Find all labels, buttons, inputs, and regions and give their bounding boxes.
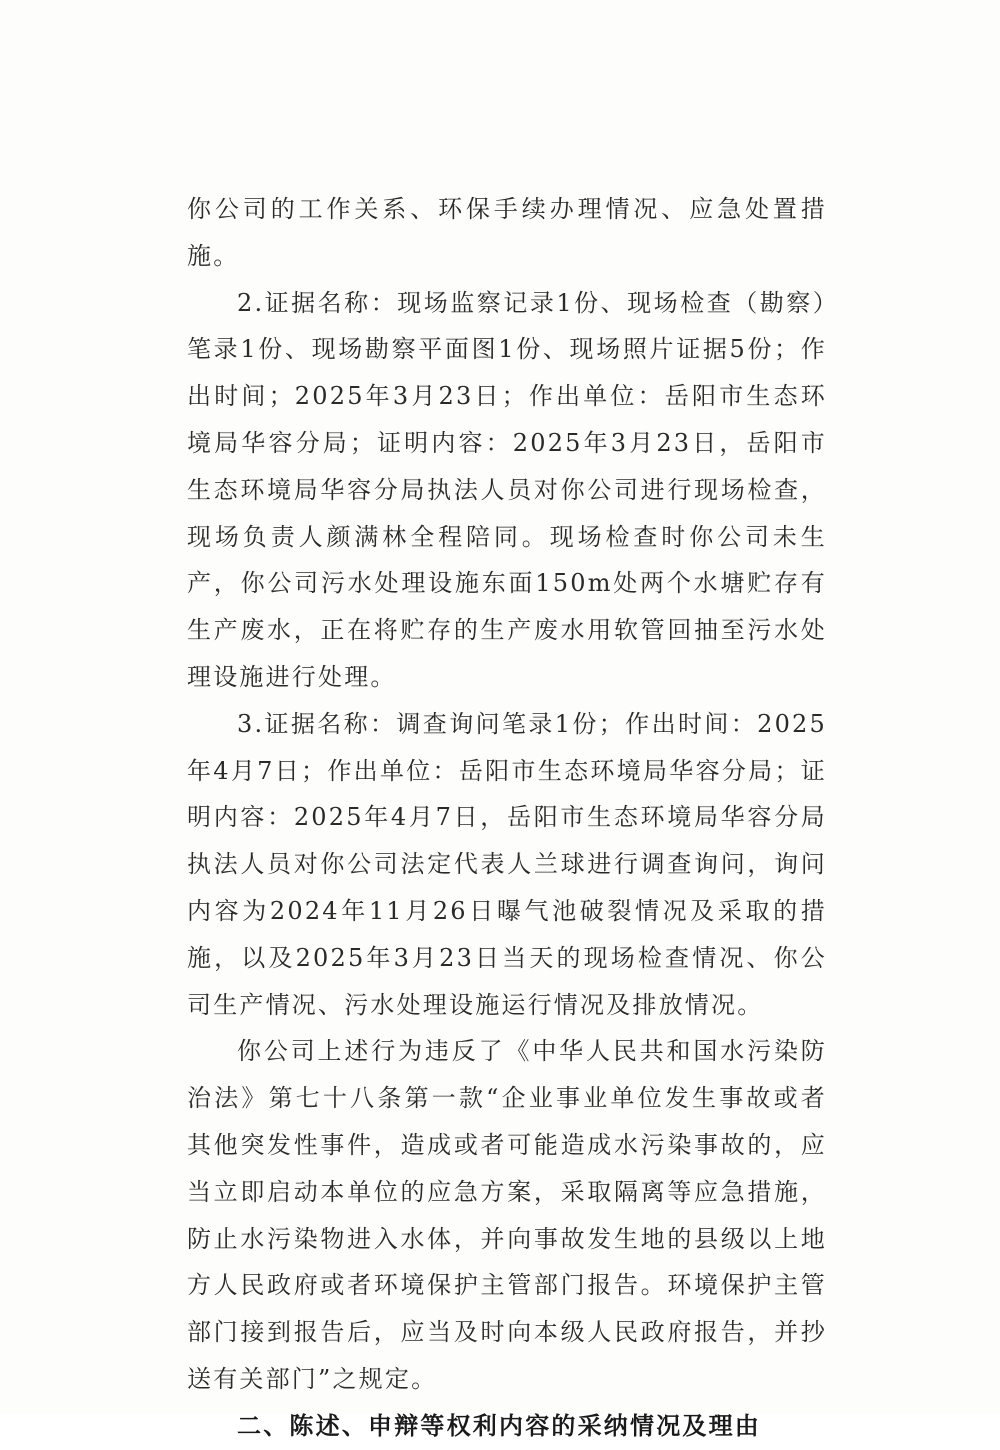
paragraph-violation: 你公司上述行为违反了《中华人民共和国水污染防治法》第七十八条第一款“企业事业单位发生事故或者其他突发性事件，造成或者可能造成水污染事故的，应当立即启动本单位的应急方案，采取隔离等应急措施，防止水污染物进入水体，并向事故发生地的县级以上地方人民政府或者环境保护主管部门报告。环境保护主管部门接到报告后，应当及时向本级人民政府报告，并抄送有关部门”之规定。 [187,1037,827,1393]
paragraph-continuation: 你公司的工作关系、环保手续办理情况、应急处置措施。 [187,195,827,270]
paragraph-evidence-3: 3.证据名称：调查询问笔录1份；作出时间：2025年4月7日；作出单位：岳阳市生态环境局华容分局；证明内容：2025年4月7日，岳阳市生态环境局华容分局执法人员对你公司法定代表人兰球进行调查询问，询问内容为2024年11月26日曝气池破裂情况及采取的措施，以及2025年3月23日当天的现场检查情况、你公司生产情况、污水处理设施运行情况及排放情况。 [187,709,827,1019]
paragraph-evidence-2: 2.证据名称：现场监察记录1份、现场检查（勘察）笔录1份、现场勘察平面图1份、现场照片证据5份；作出时间；2025年3月23日；作出单位：岳阳市生态环境局华容分局；证明内容：2025年3月23日，岳阳市生态环境局华容分局执法人员对你公司进行现场检查，现场负责人颜满林全程陪同。现场检查时你公司未生产，你公司污水处理设施东面150m处两个水塘贮存有生产废水，正在将贮存的生产废水用软管回抽至污水处理设施进行处理。 [187,288,827,691]
section-heading: 二、陈述、申辩等权利内容的采纳情况及理由 [237,1411,761,1440]
document-body [187,186,827,1450]
